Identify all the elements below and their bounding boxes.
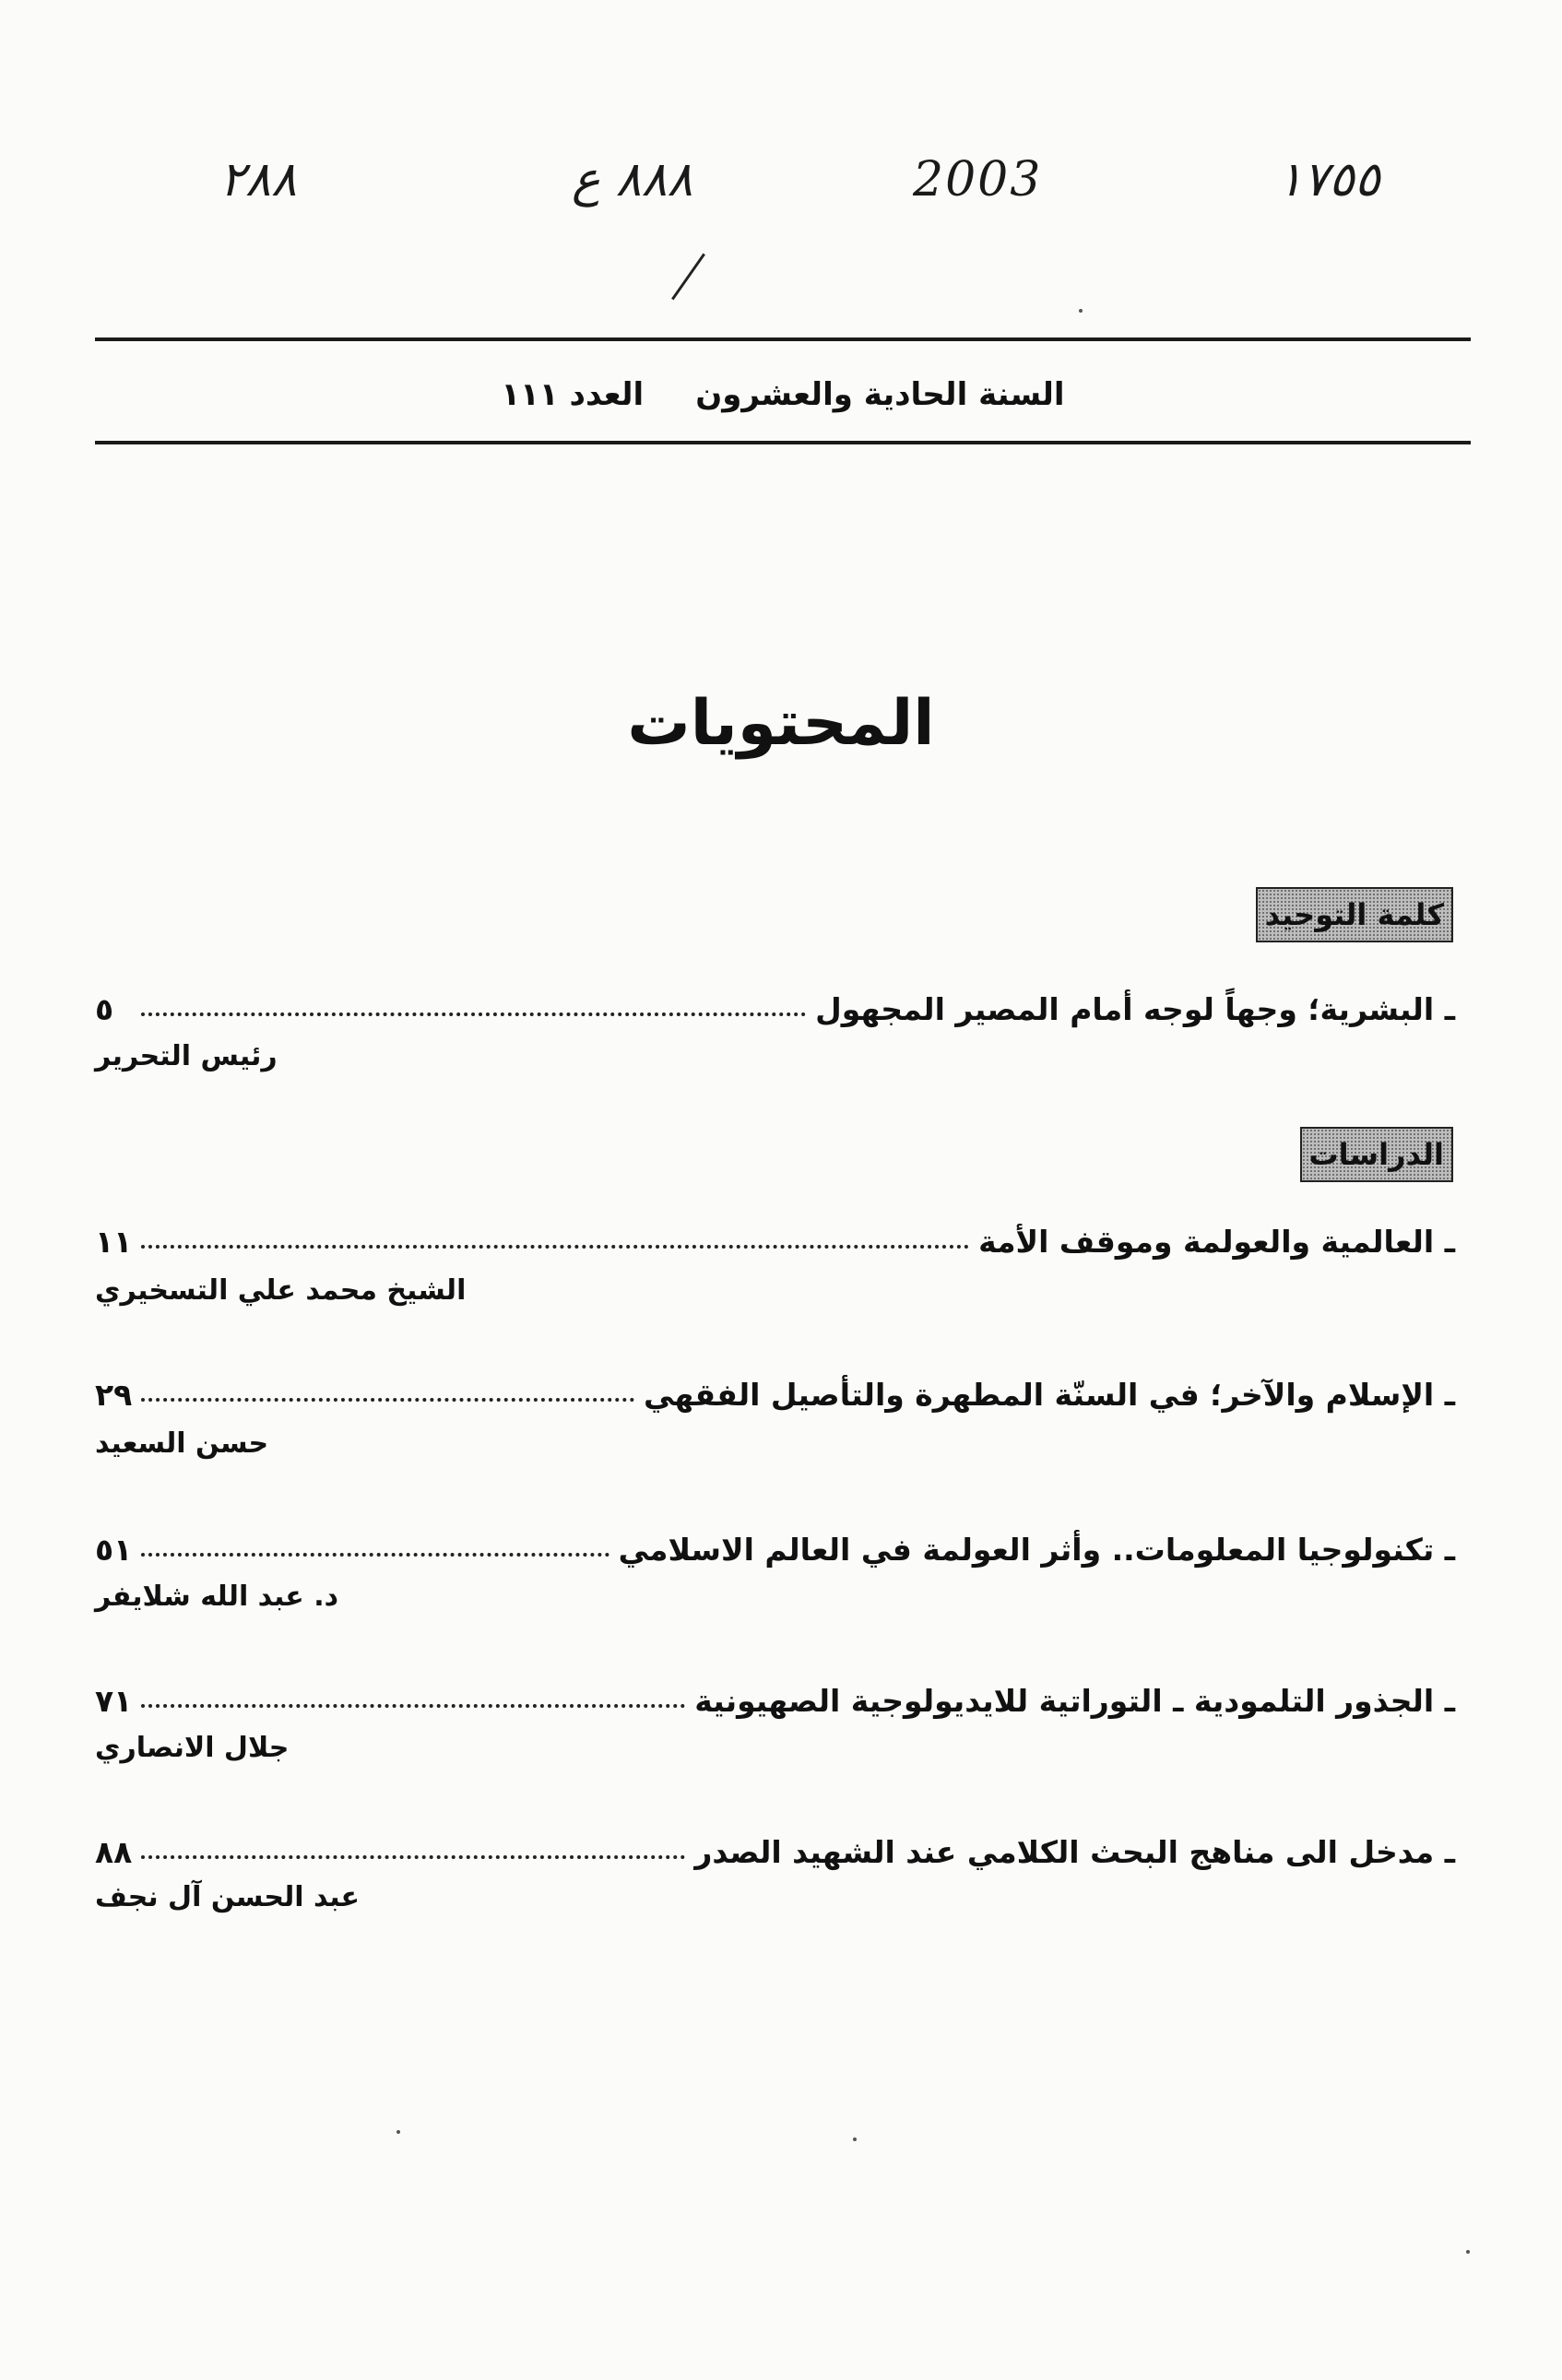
toc-entry-title: ـ الإسلام والآخر؛ في السنّة المطهرة والتأصيل الفقهي (644, 1377, 1455, 1413)
toc-entry-title: ـ الجذور التلمودية ـ التوراتية للايديولوجية الصهيونية (694, 1683, 1455, 1719)
handwritten-slash (671, 254, 705, 301)
toc-entry[interactable] (95, 1361, 1455, 1413)
toc-entry[interactable] (95, 1667, 1455, 1719)
toc-entry-page: ٢٩ (95, 1377, 133, 1413)
toc-entry-title: ـ العالمية والعولمة وموقف الأمة (978, 1224, 1455, 1260)
dot-leader (141, 1012, 806, 1016)
dot-leader (141, 1552, 609, 1557)
toc-entry[interactable] (95, 1516, 1455, 1568)
dot-leader (141, 1397, 634, 1402)
toc-entry-author: جلال الانصاري (95, 1732, 290, 1764)
scan-speck (396, 2130, 400, 2134)
handwritten-note-1: ٢٨٨ (219, 152, 297, 207)
handwritten-note-2: ٨٨٨ ع (572, 152, 693, 207)
handwritten-note-3: 2003 (913, 152, 1043, 207)
toc-entry-author: رئيس التحرير (95, 1040, 278, 1072)
issue-number: العدد ١١١ (501, 376, 645, 413)
toc-entry-author: د. عبد الله شلايفر (95, 1581, 338, 1613)
handwritten-note-4: ١٧٥٥ (1277, 152, 1380, 207)
scan-speck (1079, 309, 1083, 313)
toc-entry[interactable] (95, 1818, 1455, 1870)
toc-entry-page: ٧١ (95, 1683, 133, 1719)
toc-entry-author: عبد الحسن آل نجف (95, 1881, 361, 1913)
toc-entry-page: ٨٨ (95, 1834, 133, 1870)
header-top-rule (95, 337, 1471, 341)
toc-entry-title: ـ مدخل الى مناهج البحث الكلامي عند الشهيد الصدر (694, 1834, 1455, 1870)
toc-entry-page: ٥ (95, 991, 114, 1027)
toc-entry-title: ـ تكنولوجيا المعلومات.. وأثر العولمة في العالم الاسلامي (618, 1532, 1455, 1568)
volume-year: السنة الحادية والعشرون (695, 376, 1065, 413)
toc-entry[interactable] (95, 1208, 1455, 1260)
scan-speck (1466, 2250, 1470, 2254)
toc-entry[interactable] (95, 976, 1455, 1027)
header-bottom-rule (95, 441, 1471, 444)
scan-speck (853, 2137, 857, 2141)
section-label-studies: الدراسات (1300, 1127, 1454, 1182)
toc-entry-page: ٥١ (95, 1532, 133, 1568)
dot-leader (141, 1244, 969, 1249)
dot-leader (141, 1854, 685, 1859)
toc-entry-author: حسن السعيد (95, 1427, 269, 1460)
section-label-tawhid: كلمة التوحيد (1256, 887, 1453, 942)
issue-header (95, 367, 1471, 422)
toc-entry-author: الشيخ محمد علي التسخيري (95, 1274, 467, 1307)
toc-entry-title: ـ البشرية؛ وجهاً لوجه أمام المصير المجهول (815, 991, 1455, 1027)
toc-entry-page: ١١ (95, 1224, 133, 1260)
dot-leader (141, 1703, 685, 1708)
page-title: المحتويات (627, 687, 935, 760)
